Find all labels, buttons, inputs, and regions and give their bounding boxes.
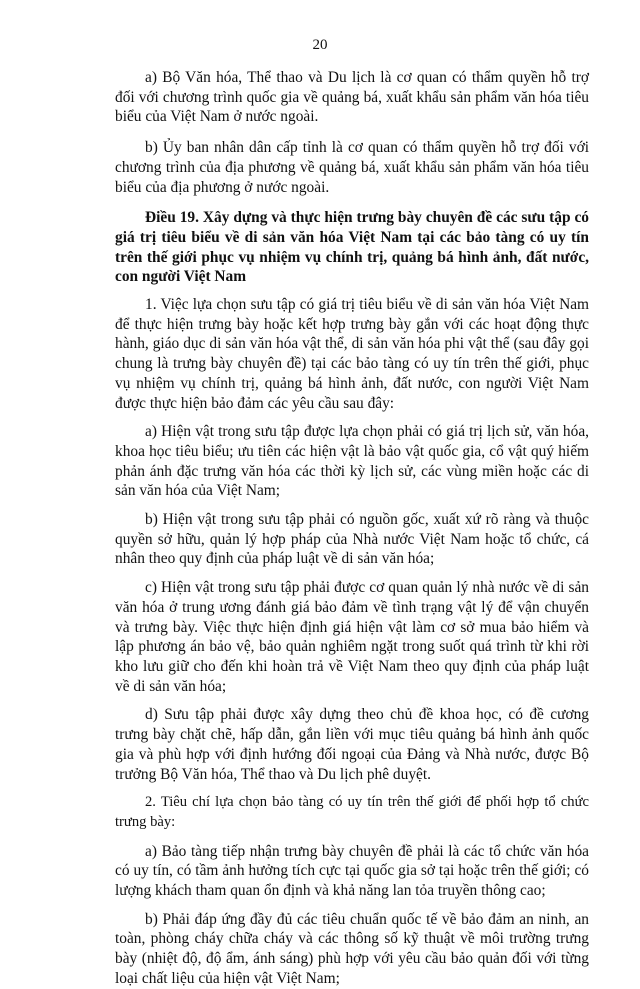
paragraph-19-1b: b) Hiện vật trong sưu tập phải có nguồn gốc, xuất xứ rõ ràng và thuộc quyền sở hữu, quản lý hợp pháp của Nhà nước Việt Nam hoặc tổ chức, cá nhân theo quy định của pháp luật về di sản văn hóa; xyxy=(115,511,589,568)
paragraph-19-2a: a) Bảo tàng tiếp nhận trưng bày chuyên đề phải là các tổ chức văn hóa có uy tín, có tầm ảnh hưởng tích cực tại quốc gia sở tại hoặc trên thế giới; có lượng khách tham quan ổn định và khả năng lan tỏa truyền thông cao; xyxy=(115,842,589,900)
paragraph-18-2a: a) Bộ Văn hóa, Thể thao và Du lịch là cơ quan có thẩm quyền hỗ trợ đối với chương trình quốc gia về quảng bá, xuất khẩu sản phẩm văn hóa tiêu biểu của Việt Nam ở nước ngoài. xyxy=(115,69,589,126)
page-number: 20 xyxy=(312,37,328,53)
document-body xyxy=(115,68,589,989)
paragraph-19-1d: d) Sưu tập phải được xây dựng theo chủ đề khoa học, có đề cương trưng bày chặt chẽ, hấp dẫn, gắn liền với mục tiêu quảng bá hình ảnh quốc gia và phù hợp với định hướng đối ngoại của Đảng và Nhà nước, được Bộ trưởng Bộ Văn hóa, Thể thao và Du lịch phê duyệt. xyxy=(115,706,589,783)
paragraph-19-2: 2. Tiêu chí lựa chọn bảo tàng có uy tín trên thế giới để phối hợp tổ chức trưng bày: xyxy=(115,794,589,830)
paragraph-19-1a: a) Hiện vật trong sưu tập được lựa chọn phải có giá trị lịch sử, văn hóa, khoa học tiêu biểu; ưu tiên các hiện vật là bảo vật quốc gia, cổ vật quý hiếm phản ánh đặc trưng văn hóa các thời kỳ lịch sử, các vùng miền hoặc các di sản văn hóa của Việt Nam; xyxy=(115,423,589,500)
paragraph-19-1c: c) Hiện vật trong sưu tập phải được cơ quan quản lý nhà nước về di sản văn hóa ở trung ương đánh giá bảo đảm về tình trạng vật lý để vận chuyển và trưng bày. Việc thực hiện định giá hiện vật làm cơ sở mua bảo hiểm và lập phương án bảo vệ, bảo quản nghiêm ngặt trong suốt quá trình từ khi rời kho lưu giữ cho đến khi hoàn trả về Việt Nam theo quy định của pháp luật về di sản văn hóa; xyxy=(115,579,589,695)
paragraph-19-1: 1. Việc lựa chọn sưu tập có giá trị tiêu biểu về di sản văn hóa Việt Nam để thực hiện trưng bày hoặc kết hợp trưng bày gắn với các hoạt động thực hành, giáo dục di sản văn hóa vật thể, di sản văn hóa phi vật thể (sau đây gọi chung là trưng bày chuyên đề) tại các bảo tàng có uy tín trên thế giới, phục vụ nhiệm vụ chính trị, quảng bá hình ảnh, đất nước, con người Việt Nam được thực hiện bảo đảm các yêu cầu sau đây: xyxy=(115,296,589,412)
article-19-heading: Điều 19. Xây dựng và thực hiện trưng bày chuyên đề các sưu tập có giá trị tiêu biểu về di sản văn hóa Việt Nam tại các bảo tàng có uy tín trên thế giới phục vụ nhiệm vụ chính trị, quảng bá hình ảnh, đất nước, con người Việt Nam xyxy=(115,209,589,286)
paragraph-18-2b: b) Ủy ban nhân dân cấp tỉnh là cơ quan có thẩm quyền hỗ trợ đối với chương trình của địa phương về quảng bá, xuất khẩu sản phẩm văn hóa tiêu biểu của địa phương ở nước ngoài. xyxy=(115,139,589,196)
paragraph-19-2b: b) Phải đáp ứng đầy đủ các tiêu chuẩn quốc tế về bảo đảm an ninh, an toàn, phòng cháy chữa cháy và các thông số kỹ thuật về môi trường trưng bày (nhiệt độ, độ ẩm, ánh sáng) phù hợp với yêu cầu bảo quản đối với từng loại chất liệu của hiện vật Việt Nam; xyxy=(115,910,589,987)
